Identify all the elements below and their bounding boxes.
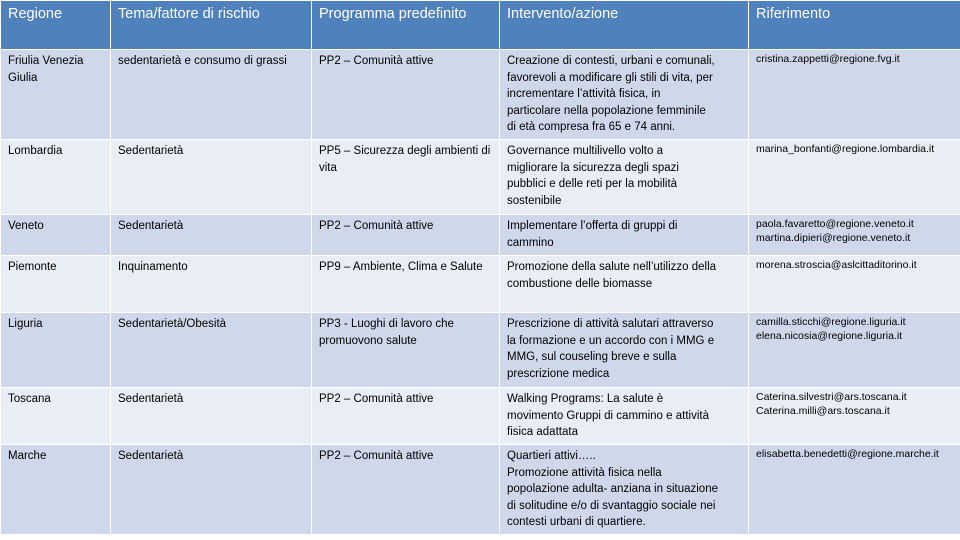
cell-programma: PP2 – Comunità attive — [312, 215, 500, 256]
cell-intervento — [500, 388, 749, 445]
cell-regione: Veneto — [1, 215, 111, 256]
tema-text: sedentarietà e consumo di grassi — [118, 55, 287, 67]
intervento-line: fisica adattata — [507, 426, 578, 439]
cell-intervento — [500, 313, 749, 388]
intervento-line: Creazione di contesti, urbani e comunali, — [507, 55, 715, 67]
cell-programma: PP3 - Luoghi di lavoro che promuovono salute — [312, 313, 500, 388]
cell-intervento — [500, 140, 749, 215]
cell-programma: PP5 – Sicurezza degli ambienti di vita — [312, 140, 500, 215]
cell-regione: Toscana — [1, 388, 111, 445]
cell-intervento — [500, 256, 749, 313]
header-riferimento: Riferimento — [749, 1, 960, 50]
intervento-line: particolare nella popolazione femminile — [507, 104, 706, 117]
cell-tema: Sedentarietà — [111, 445, 312, 535]
email-link[interactable]: Caterina.milli@ars.toscana.it — [756, 404, 890, 417]
intervento-line: contesti urbani di quartiere. — [507, 516, 646, 529]
email-link[interactable]: paola.favaretto@regione.veneto.it — [756, 218, 914, 230]
table-row — [1, 313, 960, 388]
email-link[interactable]: cristina.zappetti@regione.fvg.it — [756, 53, 900, 65]
intervento-line: Walking Programs: La salute è — [507, 393, 664, 405]
intervento-line: incrementare l’attività fisica, in — [507, 88, 661, 101]
intervento-line: MMG, sul couseling breve e sulla — [507, 351, 677, 364]
cell-tema: Sedentarietà/Obesità — [111, 313, 312, 388]
cell-tema: Sedentarietà — [111, 388, 312, 445]
cell-tema: Sedentarietà — [111, 140, 312, 215]
email-link[interactable]: morena.stroscia@aslcittaditorino.it — [756, 259, 917, 271]
email-link[interactable]: camilla.sticchi@regione.liguria.it — [756, 316, 906, 328]
table-row — [1, 256, 960, 313]
intervento-line: di età compresa fra 65 e 74 anni. — [507, 121, 676, 134]
cell-riferimento — [749, 215, 960, 256]
intervento-line: prescrizione medica — [507, 367, 610, 380]
cell-regione: Piemonte — [1, 256, 111, 313]
table-row — [1, 215, 960, 256]
email-link[interactable]: elena.nicosia@regione.liguria.it — [756, 329, 903, 342]
intervento-line: favorevoli a modificare gli stili di vita, per — [507, 71, 713, 84]
cell-programma: PP9 – Ambiente, Clima e Salute — [312, 256, 500, 313]
cell-programma: PP2 – Comunità attive — [312, 388, 500, 445]
intervento-line: Governance multilivello volto a — [507, 145, 663, 157]
header-regione: Regione — [1, 1, 111, 50]
cell-intervento — [500, 50, 749, 140]
cell-tema: Inquinamento — [111, 256, 312, 313]
cell-intervento — [500, 445, 749, 535]
email-link[interactable]: martina.dipieri@regione.veneto.it — [756, 231, 911, 244]
table-row — [1, 388, 960, 445]
cell-regione: Liguria — [1, 313, 111, 388]
intervento-line: migliorare la sicurezza degli spazi — [507, 161, 679, 174]
intervento-line: Prescrizione di attività salutari attraverso — [507, 318, 714, 330]
intervento-line: cammino — [507, 236, 554, 249]
table-row — [1, 50, 960, 140]
cell-programma: PP2 – Comunità attive — [312, 445, 500, 535]
cell-riferimento — [749, 388, 960, 445]
intervento-line: la formazione e un accordo con i MMG e — [507, 334, 715, 347]
intervento-line: popolazione adulta- anziana in situazione — [507, 483, 718, 496]
cell-riferimento — [749, 50, 960, 140]
cell-programma: PP2 – Comunità attive — [312, 50, 500, 140]
intervento-line: Promozione della salute nell’utilizzo della — [507, 261, 717, 273]
intervento-line: pubblici e delle reti per la mobilità — [507, 178, 678, 191]
table-row — [1, 445, 960, 535]
intervento-line: di solitudine e/o di svantaggio sociale nei — [507, 499, 716, 512]
intervento-line: combustione delle biomasse — [507, 277, 653, 290]
cell-tema — [111, 50, 312, 140]
intervento-line: movimento Gruppi di cammino e attività — [507, 409, 709, 422]
cell-intervento — [500, 215, 749, 256]
header-intervento: Intervento/azione — [500, 1, 749, 50]
table-header-row — [1, 1, 960, 50]
cell-riferimento — [749, 445, 960, 535]
email-link[interactable]: elisabetta.benedetti@regione.marche.it — [756, 448, 939, 460]
intervento-line: Implementare l’offerta di gruppi di — [507, 220, 678, 232]
cell-regione: Lombardia — [1, 140, 111, 215]
intervento-line: Quartieri attivi….. — [507, 450, 596, 462]
cell-regione: Marche — [1, 445, 111, 535]
email-link[interactable]: Caterina.silvestri@ars.toscana.it — [756, 391, 907, 403]
header-programma: Programma predefinito — [312, 1, 500, 50]
cell-riferimento — [749, 256, 960, 313]
table-row — [1, 140, 960, 215]
email-link[interactable]: marina_bonfanti@regione.lombardia.it — [756, 143, 935, 155]
intervento-line: Promozione attività fisica nella — [507, 466, 662, 479]
cell-riferimento — [749, 140, 960, 215]
header-tema: Tema/fattore di rischio — [111, 1, 312, 50]
cell-regione: Friulia Venezia Giulia — [1, 50, 111, 140]
cell-riferimento — [749, 313, 960, 388]
intervento-line: sostenibile — [507, 194, 562, 207]
cell-tema: Sedentarietà — [111, 215, 312, 256]
